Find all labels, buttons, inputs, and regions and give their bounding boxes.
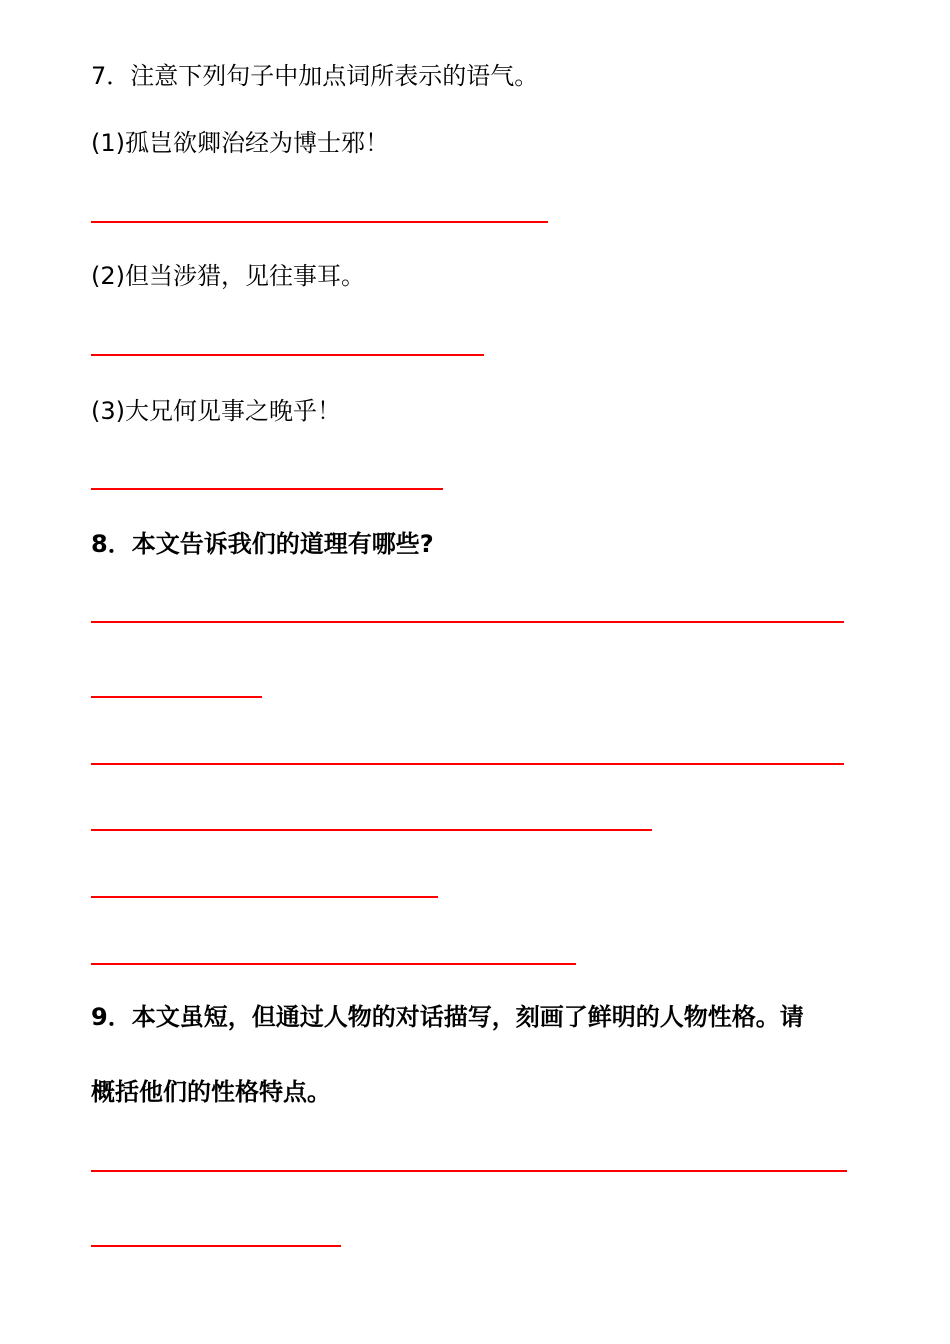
answer-line-8-2[interactable] — [91, 696, 262, 698]
answer-line-9-2[interactable] — [91, 1245, 341, 1247]
question-7-item-2: (2)但当涉猎，见往事耳。 — [91, 262, 365, 290]
question-8-title: 8．本文告诉我们的道理有哪些? — [91, 530, 434, 558]
answer-line-7-3[interactable] — [91, 488, 443, 490]
question-9-title-line-1: 9．本文虽短，但通过人物的对话描写，刻画了鲜明的人物性格。请 — [91, 1003, 804, 1031]
answer-line-7-1[interactable] — [91, 221, 548, 223]
answer-line-8-4[interactable] — [91, 829, 652, 831]
answer-line-8-6[interactable] — [91, 963, 576, 965]
question-7-item-3: (3)大兄何见事之晚乎！ — [91, 397, 341, 425]
answer-line-8-5[interactable] — [91, 896, 438, 898]
answer-line-9-1[interactable] — [91, 1170, 847, 1172]
answer-line-7-2[interactable] — [91, 354, 484, 356]
answer-line-8-1[interactable] — [91, 621, 844, 623]
question-9-title-line-2: 概括他们的性格特点。 — [91, 1078, 331, 1106]
question-7-item-1: (1)孤岂欲卿治经为博士邪！ — [91, 129, 389, 157]
answer-line-8-3[interactable] — [91, 763, 844, 765]
question-7-title: 7．注意下列句子中加点词所表示的语气。 — [91, 62, 539, 90]
